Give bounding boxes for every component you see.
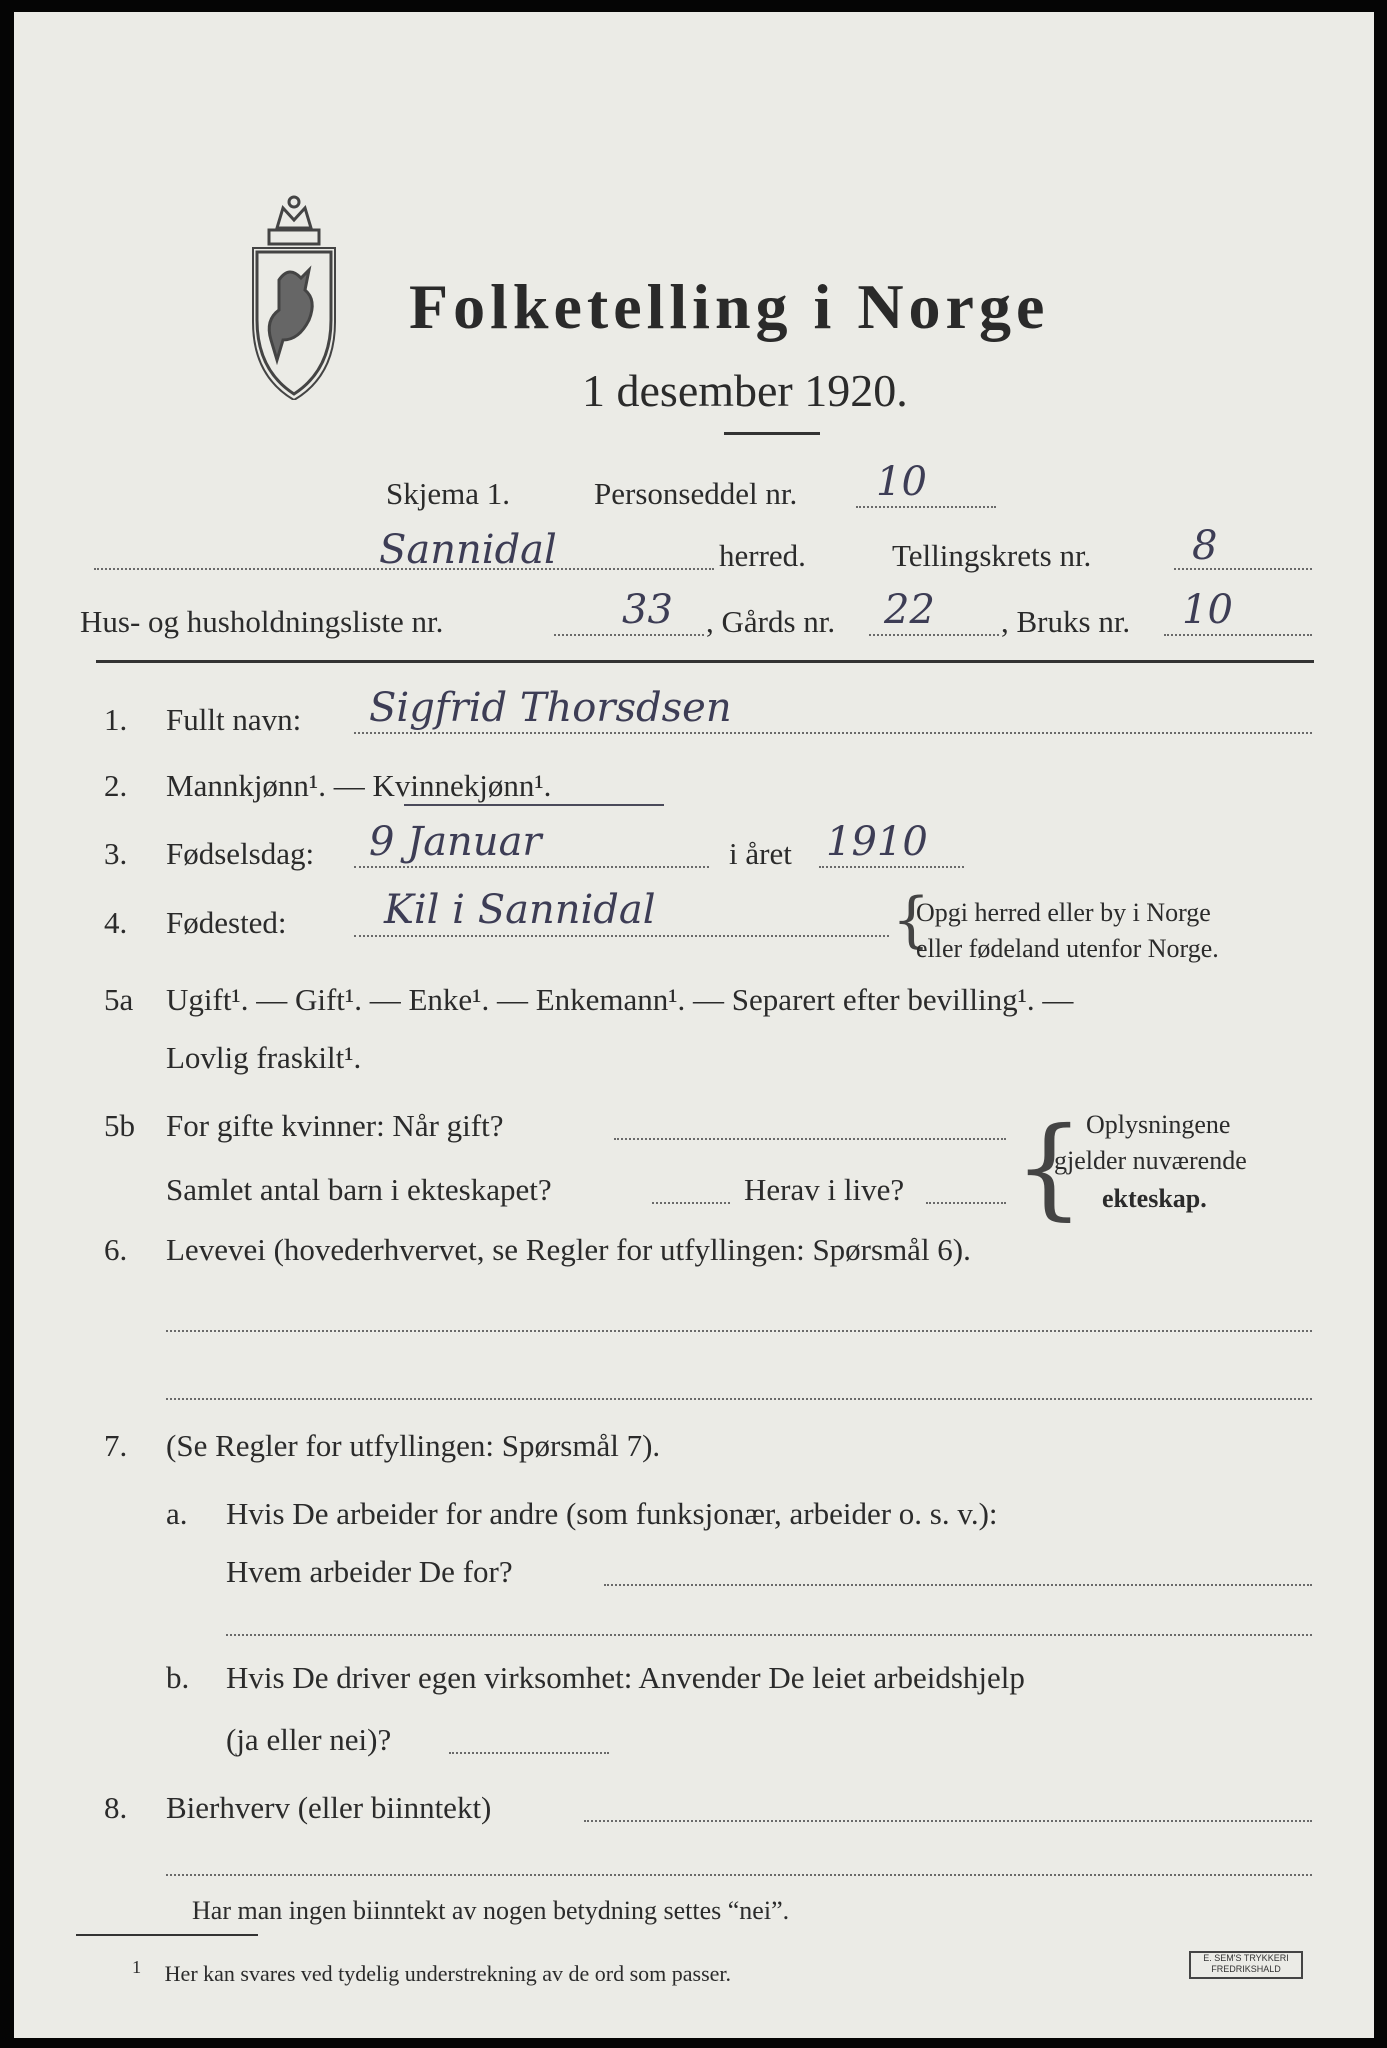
q8-label: Bierhverv (eller biinntekt) — [166, 1790, 492, 1825]
census-form-page — [14, 12, 1374, 2038]
tellingskrets-label: Tellingskrets nr. — [892, 538, 1092, 573]
header-divider — [96, 660, 1314, 663]
form-title: Folketelling i Norge — [409, 271, 1050, 342]
footnote-mark: 1 — [132, 1957, 142, 1977]
printer-stamp-line2: FREDRIKSHALD — [1211, 1964, 1281, 1974]
husliste-dotline — [554, 634, 704, 636]
q8-number: 8. — [104, 1790, 128, 1825]
q7a-dotline-2 — [226, 1634, 1312, 1636]
personseddel-dotline — [856, 506, 996, 508]
q8-dotline-1 — [584, 1820, 1312, 1822]
q5b-number: 5b — [104, 1108, 135, 1143]
husliste-value: 33 — [622, 587, 673, 633]
q1-number: 1. — [104, 702, 128, 737]
q7a-dotline-1 — [604, 1584, 1312, 1586]
footnote — [132, 1957, 731, 1987]
printer-stamp-line1: E. SEM'S TRYKKERI — [1203, 1953, 1289, 1963]
q5b-children-dotline — [652, 1202, 730, 1204]
footnote-divider — [76, 1934, 258, 1936]
q5b-alive-dotline — [926, 1202, 1006, 1204]
q3-birthday-value: 9 Januar — [369, 819, 542, 865]
tellingskrets-dotline — [1174, 568, 1312, 570]
skjema-label: Skjema 1. — [386, 476, 510, 511]
q4-birthplace-value: Kil i Sannidal — [384, 887, 656, 933]
footnote-text: Her kan svares ved tydelig understrekning av de ord som passer. — [164, 1961, 732, 1987]
q2-number: 2. — [104, 768, 128, 803]
q7a-line1: Hvis De arbeider for andre (som funksjonær, arbeider o. s. v.): — [226, 1496, 998, 1531]
personseddel-label: Personseddel nr. — [594, 476, 798, 511]
q7a-letter: a. — [166, 1496, 188, 1531]
q2-gender-options: Mannkjønn¹. — Kvinnekjønn¹. — [166, 768, 552, 803]
husliste-label: Hus- og husholdningsliste nr. — [80, 604, 444, 639]
q5b-line1: For gifte kvinner: Når gift? — [166, 1108, 504, 1143]
q6-dotline-2 — [166, 1398, 1312, 1400]
herred-value: Sannidal — [379, 527, 557, 573]
q1-label: Fullt navn: — [166, 702, 302, 737]
q8-dotline-2 — [166, 1874, 1312, 1876]
q3-year-value: 1910 — [826, 819, 928, 865]
gards-dotline — [869, 634, 999, 636]
gards-value: 22 — [884, 587, 935, 633]
q5a-options-line2: Lovlig fraskilt¹. — [166, 1040, 362, 1075]
q6-dotline-1 — [166, 1330, 1312, 1332]
q5b-alive-label: Herav i live? — [744, 1172, 905, 1207]
q2-kvinnekjonn-underline — [404, 804, 664, 806]
q7-number: 7. — [104, 1428, 128, 1463]
q3-dotline — [354, 866, 709, 868]
q5b-married-dotline — [614, 1138, 1006, 1140]
q1-dotline — [354, 732, 1312, 734]
q4-label: Fødested: — [166, 905, 287, 940]
gards-label: , Gårds nr. — [706, 604, 836, 639]
q6-number: 6. — [104, 1232, 128, 1267]
herred-label: herred. — [719, 538, 806, 573]
bruks-label: , Bruks nr. — [1001, 604, 1131, 639]
q5a-number: 5a — [104, 982, 134, 1017]
q7-label: (Se Regler for utfyllingen: Spørsmål 7). — [166, 1428, 661, 1463]
q3-label: Fødselsdag: — [166, 836, 315, 871]
q3-year-label: i året — [729, 836, 792, 871]
tellingskrets-value: 8 — [1192, 523, 1218, 569]
q5b-note-line1: Oplysningene — [1086, 1110, 1231, 1139]
q5b-children-label: Samlet antal barn i ekteskapet? — [166, 1172, 552, 1207]
q1-full-name-value: Sigfrid Thorsdsen — [369, 685, 732, 731]
norwegian-coat-of-arms-icon — [239, 190, 349, 400]
title-divider — [724, 432, 820, 435]
q8-note: Har man ingen biinntekt av nogen betydning settes “nei”. — [192, 1896, 790, 1925]
q5b-note-line2: gjelder nuværende — [1054, 1146, 1247, 1175]
personseddel-value: 10 — [876, 459, 927, 505]
q5a-options-line1: Ugift¹. — Gift¹. — Enke¹. — Enkemann¹. — Separert efter bevilling¹. — — [166, 982, 1074, 1017]
q7b-dotline — [449, 1752, 609, 1754]
q7b-line1: Hvis De driver egen virksomhet: Anvender De leiet arbeidshjelp — [226, 1660, 1025, 1695]
form-date: 1 desember 1920. — [582, 365, 908, 416]
bruks-dotline — [1164, 634, 1312, 636]
q4-note-line2: eller fødeland utenfor Norge. — [916, 934, 1219, 963]
q4-brace: { — [892, 885, 931, 955]
q3-number: 3. — [104, 836, 128, 871]
q6-occupation-label: Levevei (hovederhvervet, se Regler for utfyllingen: Spørsmål 6). — [166, 1232, 971, 1267]
printer-stamp — [1189, 1951, 1303, 1979]
q7b-letter: b. — [166, 1660, 190, 1695]
q4-dotline — [354, 935, 889, 937]
q7b-line2: (ja eller nei)? — [226, 1722, 392, 1757]
q3-year-dotline — [819, 866, 964, 868]
q4-number: 4. — [104, 905, 128, 940]
q7a-line2: Hvem arbeider De for? — [226, 1554, 513, 1589]
q5b-brace: { — [1014, 1103, 1084, 1231]
q4-note-line1: Opgi herred eller by i Norge — [916, 898, 1211, 927]
bruks-value: 10 — [1182, 587, 1233, 633]
q5b-note-line3: ekteskap. — [1102, 1184, 1207, 1213]
